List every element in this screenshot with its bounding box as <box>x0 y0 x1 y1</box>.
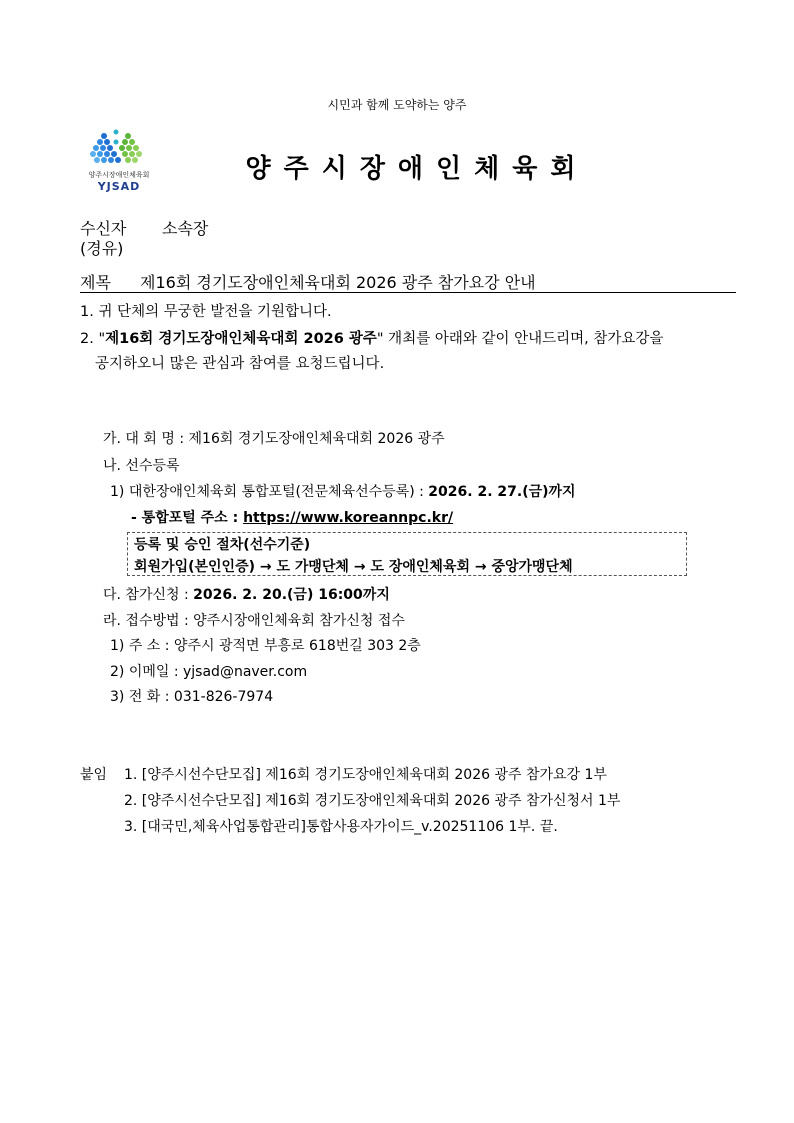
contact-address: 1) 주 소 : 양주시 광적면 부흥로 618번길 303 2층 <box>110 638 421 654</box>
item-ga-event-name: 가. 대 회 명 : 제16회 경기도장애인체육대회 2026 광주 <box>103 431 445 447</box>
paragraph-2-prefix: 2. " <box>80 331 106 347</box>
slogan: 시민과 함께 도약하는 양주 <box>327 98 467 112</box>
procedure-steps: 회원가입(본인인증) → 도 가맹단체 → 도 장애인체육회 → 중앙가맹단체 <box>134 559 573 575</box>
logo-caption: 양주시장애인체육회 <box>88 171 150 179</box>
subject-title: 제16회 경기도장애인체육대회 2026 광주 참가요강 안내 <box>140 273 536 292</box>
paragraph-2-line-2: 공지하오니 많은 관심과 참여를 요청드립니다. <box>95 356 385 372</box>
item-ra-method: 라. 접수방법 : 양주시장애인체육회 참가신청 접수 <box>103 613 405 629</box>
item-da-application <box>103 584 390 604</box>
attachment-item: 2. [양주시선수단모집] 제16회 경기도장애인체육대회 2026 광주 참가신청서 1부 <box>124 793 621 809</box>
paragraph-2-suffix: " 개최를 아래와 같이 안내드리며, 참가요강을 <box>376 331 664 347</box>
portal-address-row <box>131 507 453 527</box>
portal-registration-label: 1) 대한장애인체육회 통합포털(전문체육선수등록) : <box>110 484 429 500</box>
paragraph-2 <box>80 327 663 348</box>
application-label: 다. 참가신청 : <box>103 587 194 603</box>
subject-label: 제목 <box>80 273 111 292</box>
attachment-item: 1. [양주시선수단모집] 제16회 경기도장애인체육대회 2026 광주 참가요강 1부 <box>124 767 607 783</box>
application-deadline: 2026. 2. 20.(금) 16:00까지 <box>193 587 390 603</box>
subject-divider <box>80 292 736 293</box>
item-na-1-portal <box>110 481 576 501</box>
procedure-title: 등록 및 승인 절차(선수기준) <box>134 537 311 553</box>
contact-phone: 3) 전 화 : 031-826-7974 <box>110 689 274 705</box>
logo-abbreviation: YJSAD <box>97 180 141 193</box>
via-label: (경유) <box>80 239 124 258</box>
attachments-label: 붙임 <box>80 767 108 783</box>
recipient-label: 수신자 <box>80 219 127 238</box>
paragraph-1: 1. 귀 단체의 무궁한 발전을 기원합니다. <box>80 304 332 320</box>
attachment-item: 3. [대국민,체육사업통합관리]통합사용자가이드_v.20251106 1부. 끝. <box>124 819 558 835</box>
portal-url-link[interactable]: https://www.koreannpc.kr/ <box>243 510 454 526</box>
portal-address-label: - 통합포털 주소 : <box>131 510 244 526</box>
organization-name: 양주시장애인체육회 <box>245 154 589 184</box>
contact-email: 2) 이메일 : yjsad@naver.com <box>110 664 308 680</box>
portal-registration-deadline: 2026. 2. 27.(금)까지 <box>428 484 576 500</box>
item-na-registration: 나. 선수등록 <box>103 458 180 474</box>
event-name-bold: 제16회 경기도장애인체육대회 2026 광주 <box>105 331 377 347</box>
recipient-value: 소속장 <box>162 219 209 238</box>
